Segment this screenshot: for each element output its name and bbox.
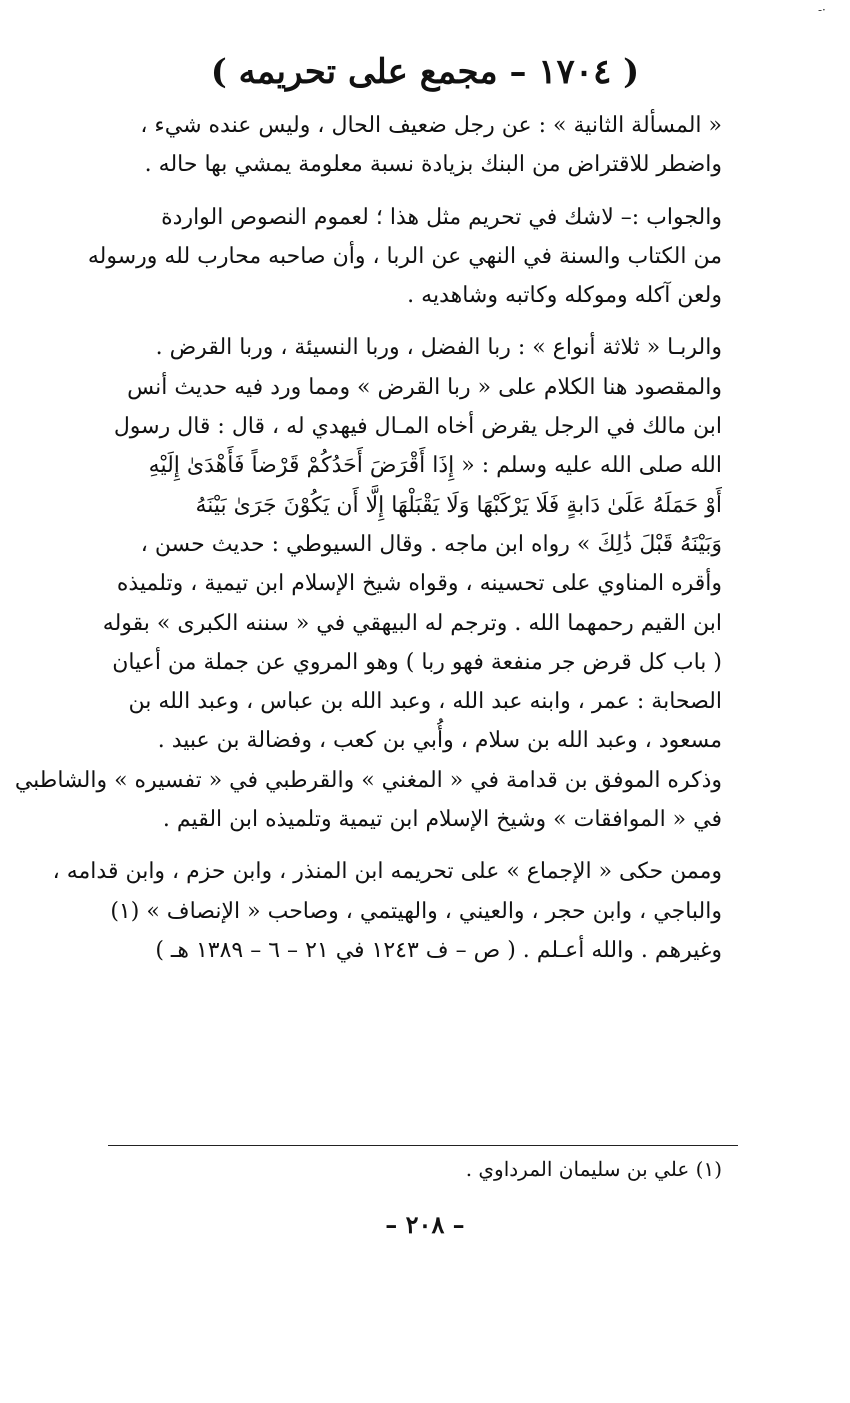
hadith-line: الله صلى الله عليه وسلم : « إِذَا أَقْرَضَ أَحَدُكُمْ قَرْضاً فَأَهْدَىٰ إِلَيْهِ [148, 453, 722, 479]
body-line: من الكتاب والسنة في النهي عن الربا ، وأن صاحبه محارب لله ورسوله [87, 243, 722, 269]
body-line: وممن حكى « الإجماع » على تحريمه ابن المنذر ، وابن حزم ، وابن قدامه ، [52, 859, 722, 885]
footnote: (١) علي بن سليمان المرداوي . [465, 1157, 722, 1181]
body-line: ابن مالك في الرجل يقرض أخاه المـال فيهدي له ، قال : قال رسول [113, 414, 722, 440]
body-line: « المسألة الثانية » : عن رجل ضعيف الحال ، وليس عنده شيء ، [140, 113, 722, 138]
body-line: وذكره الموفق بن قدامة في « المغني » والقرطبي في « تفسيره » والشاطبي [14, 767, 722, 793]
fatwa-title: ( ١٧٠٤ – مجمع على تحريمه ) [210, 52, 640, 92]
body-line: والربـا « ثلاثة أنواع » : ربا الفضل ، وربا النسيئة ، وربا القرض . [155, 335, 722, 361]
paragraph-gap [92, 839, 722, 852]
body-line: والجواب :– لاشك في تحريم مثل هذا ؛ لعموم النصوص الواردة [161, 204, 722, 230]
body-line: ابن القيم رحمهما الله . وترجم له البيهقي في « سننه الكبرى » بقوله [102, 610, 722, 636]
hadith-line: وَبَيْنَهُ قَبْلَ ذَٰلِكَ » رواه ابن ماجه . وقال السيوطي : حديث حسن ، [140, 531, 722, 557]
signature-line: وغيرهم . والله أعـلم . ( ص – ف ١٢٤٣ في ٢١ – ٦ – ١٣٨٩ هـ ) [155, 937, 722, 963]
body-line: والمقصود هنا الكلام على « ربا القرض » ومما ورد فيه حديث أنس [127, 374, 722, 400]
fatwa-body [14, 106, 722, 970]
body-line: والباجي ، وابن حجر ، والعيني ، والهيتمي ، وصاحب « الإنصاف » (١) [110, 898, 722, 924]
page-number: – ٢٠٨ – [385, 1210, 465, 1239]
body-line: الصحابة : عمر ، وابنه عبد الله ، وعبد الله بن عباس ، وعبد الله بن [128, 689, 722, 715]
hadith-line: أَوْ حَمَلَهُ عَلَىٰ دَابةٍ فَلَا يَرْكَبْهَا وَلَا يَقْبَلْهَا إِلَّا أَن يَكُوْنَ جَرَىٰ بَيْنَهُ [195, 492, 722, 518]
scan-mark: ·- [818, 3, 826, 17]
footnote-divider [108, 1145, 738, 1146]
body-line: في « الموافقات » وشيخ الإسلام ابن تيمية وتلميذه ابن القيم . [162, 807, 722, 833]
body-line: وأقره المناوي على تحسينه ، وقواه شيخ الإسلام ابن تيمية ، وتلميذه [116, 571, 722, 597]
paragraph-gap [92, 315, 722, 328]
body-line: مسعود ، وعبد الله بن سلام ، وأُبي بن كعب ، وفضالة بن عبيد . [157, 728, 722, 754]
body-line: واضطر للاقتراض من البنك بزيادة نسبة معلومة يمشي بها حاله . [144, 152, 722, 178]
body-line: ولعن آكله وموكله وكاتبه وشاهديه . [407, 283, 722, 309]
body-line: ( باب كل قرض جر منفعة فهو ربا ) وهو المروي عن جملة من أعيان [112, 649, 722, 675]
paragraph-gap [92, 185, 722, 198]
